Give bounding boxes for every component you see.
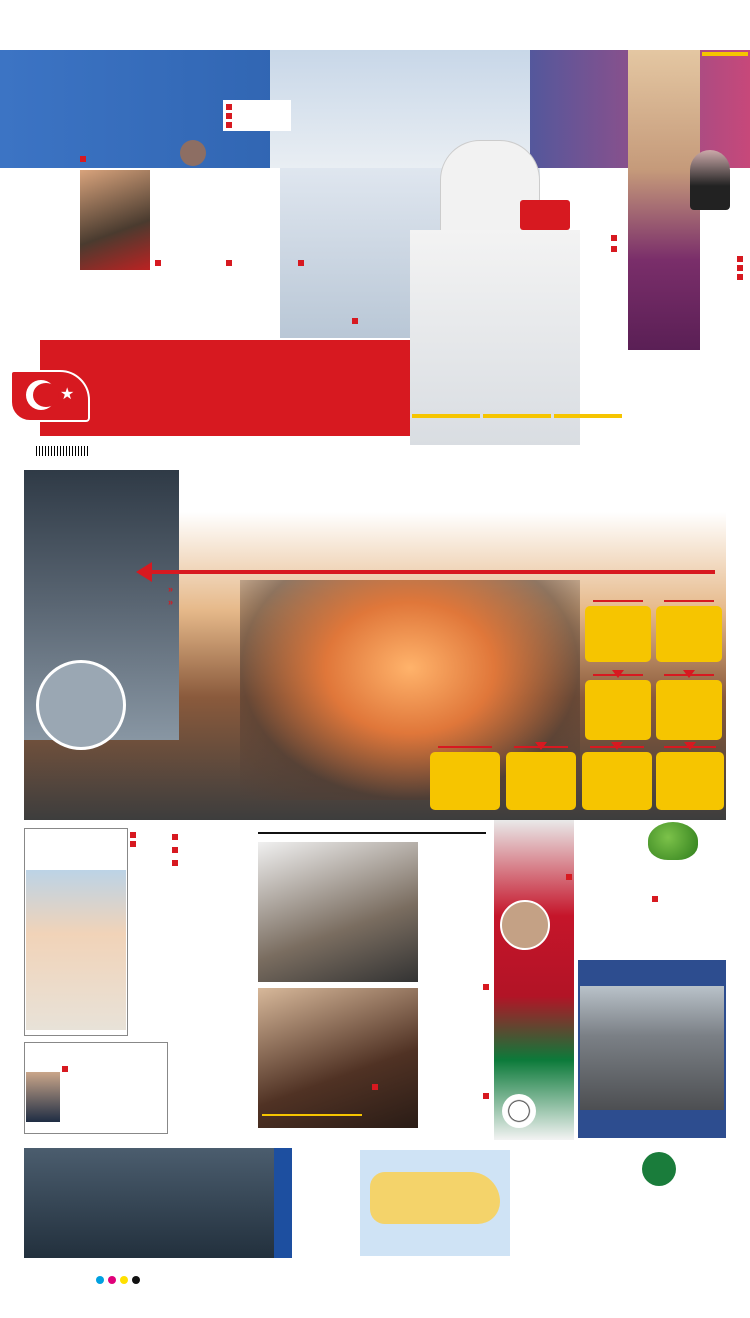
masthead-barcode [36, 446, 90, 456]
weather-label-bar [274, 1148, 292, 1258]
color-dots [96, 1276, 140, 1284]
ad-photo [24, 1148, 274, 1258]
info-box-6-tag [514, 746, 568, 748]
info-box-1 [585, 606, 651, 662]
info-box-5 [430, 752, 500, 810]
ismail-bottom-boxes [412, 414, 622, 418]
info-box-5-tag [438, 746, 492, 748]
info-box-3-tag [593, 674, 643, 676]
enerturk-logo-icon [642, 1152, 676, 1186]
ronaldo-circle [500, 900, 550, 950]
ronaldo-photo [494, 820, 574, 1140]
ismail-photo [410, 230, 580, 445]
katil-column [172, 830, 252, 867]
masthead-bar [40, 340, 410, 436]
info-box-6 [506, 752, 576, 810]
football-ref [352, 318, 361, 327]
metin-text [422, 984, 492, 993]
reporter-circle-photo [36, 660, 126, 750]
siha-photo [26, 1072, 60, 1122]
info-box-7-tag [590, 746, 644, 748]
dot-black [132, 1276, 140, 1284]
flag-crescent-cut [33, 383, 59, 407]
feslegen-text [652, 894, 730, 903]
ikramiye-bullets [223, 100, 291, 131]
murat-photo [690, 150, 730, 210]
sisters-caption [262, 1114, 362, 1116]
cirbac-text [566, 872, 650, 881]
extetik-text [130, 830, 168, 848]
dot-magenta [108, 1276, 116, 1284]
facebak-photo [580, 986, 724, 1110]
info-box-2-tag [664, 600, 714, 602]
football-columns [155, 258, 365, 267]
info-box-1-tag [593, 600, 643, 602]
info-box-4-tag [664, 674, 714, 676]
metin-photo [258, 842, 418, 982]
main-lede: » » [168, 584, 174, 607]
basil-icon [648, 822, 698, 860]
info-box-3 [585, 680, 651, 740]
football-ball-icon [502, 1094, 536, 1128]
metin-kicker [258, 832, 486, 834]
byline-photo [180, 140, 206, 166]
dot-yellow [120, 1276, 128, 1284]
dot-cyan [96, 1276, 104, 1284]
info-box-8 [656, 752, 724, 810]
murat-text [666, 254, 746, 282]
info-box-2 [656, 606, 722, 662]
red-arrow-head-icon [136, 562, 152, 582]
metin-text-2 [372, 1084, 492, 1101]
extetik-photo [26, 870, 126, 1030]
info-box-4 [656, 680, 722, 740]
turkey-map-shape [370, 1172, 500, 1224]
weather-abroad [514, 1148, 590, 1258]
red-arrow-line [150, 570, 715, 574]
zaniolo-photo [80, 170, 150, 270]
info-box-8-tag [664, 746, 716, 748]
sisters-photo [258, 988, 418, 1128]
ikramiye-byline [80, 156, 89, 165]
eda-side-note [702, 52, 748, 56]
turkey-flag-small [520, 200, 570, 230]
siha-text [62, 1066, 166, 1075]
info-box-7 [582, 752, 652, 810]
flag-star-icon: ★ [60, 386, 75, 403]
weather-domestic [292, 1148, 358, 1258]
ismail-text [548, 233, 620, 253]
